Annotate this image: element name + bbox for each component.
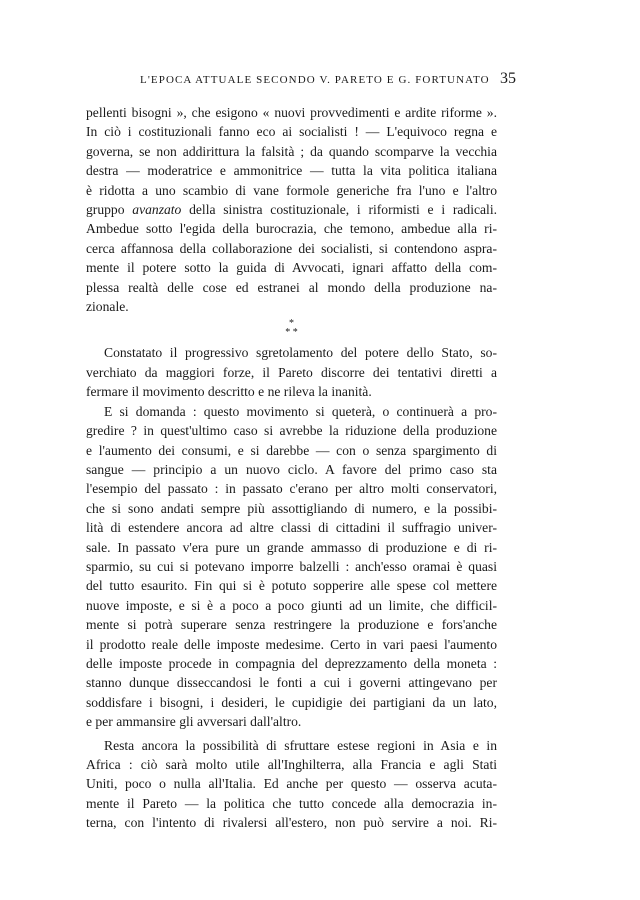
- text-line: che si sono andati sempre più assottigliando di numero, e la possibi-: [86, 500, 497, 516]
- text-line: In ciò i costituzionali fanno eco ai socialisti ! — L'equivoco regna e: [86, 124, 497, 140]
- text-line: soddisfare i bisogni, i desideri, le cupidigie dei partigiani da un lato,: [86, 694, 497, 710]
- paragraph: [86, 736, 497, 833]
- text-line: gruppo avanzato della sinistra costituzionale, i riformisti e i radicali.: [86, 202, 497, 218]
- section-separator: [86, 316, 497, 343]
- text-line: e per ammansire gli avversari dall'altro.: [86, 714, 302, 730]
- text-line: lità di estendere ancora ad altre classi di cittadini il suffragio univer-: [86, 520, 497, 536]
- text-line: delle imposte procede in compagnia del deprezzamento della moneta :: [86, 655, 497, 671]
- text-line: plessa realtà delle cose ed estranei al mondo della produzione na-: [86, 279, 497, 295]
- page-number: 35: [500, 70, 516, 87]
- text-line: verchiato da maggiori forze, il Pareto discorre dei tentativi diretti a: [86, 364, 497, 380]
- text-line: Constatato il progressivo sgretolamento del potere dello Stato, so-: [104, 345, 497, 361]
- text-line: gredire ? in quest'ultimo caso si avrebbe la riduzione della produzione: [86, 423, 497, 439]
- text-line: E si domanda : questo movimento si queterà, o continuerà a pro-: [104, 403, 497, 419]
- text-line: cerca affannosa della collaborazione dei socialisti, si contendono aspra-: [86, 240, 497, 256]
- running-title: L'EPOCA ATTUALE SECONDO V. PARETO E G. FORTUNATO: [140, 74, 490, 86]
- text-line: mente il potere sotto la guida di Avvocati, ignari affatto della com-: [86, 260, 497, 276]
- text-line: nuove imposte, e si è a poco a poco giunti ad un limite, che difficil-: [86, 597, 497, 613]
- text-line: sangue — principio a un nuovo ciclo. A favore del primo caso sta: [86, 461, 497, 477]
- text-line: Uniti, poco o nulla all'Italia. Ed anche per questo — osserva acuta-: [86, 776, 497, 792]
- asterisk-bottom: * *: [285, 327, 298, 339]
- text-line: e l'aumento dei consumi, e si darebbe — con o senza spargimento di: [86, 442, 497, 458]
- text-line: mente si potrà superare senza restringere la produzione e fors'anche: [86, 617, 497, 633]
- text-line: è ridotta a uno scambio di vane formole generiche fra l'uno e l'altro: [86, 182, 497, 198]
- text-line: mente il Pareto — la politica che tutto concede alla democrazia in-: [86, 795, 497, 811]
- text-line: destra — moderatrice e ammonitrice — tutta la vita politica italiana: [86, 163, 497, 179]
- paragraph: [86, 402, 497, 732]
- paragraph: [86, 103, 497, 316]
- text-line: il prodotto reale delle imposte medesime. Certo in vari paesi l'aumento: [86, 636, 497, 652]
- text-line: Ambedue sotto l'egida della burocrazia, che temono, ambedue alla ri-: [86, 221, 497, 237]
- text-line: zionale.: [86, 299, 129, 315]
- text-line: sparmio, su cui si potevano imporre balzelli : anch'esso oramai è quasi: [86, 558, 497, 574]
- text-line: del tutto esaurito. Fin qui si è potuto sopperire alle spese col mettere: [86, 578, 497, 594]
- page-body: [86, 103, 497, 833]
- text-line: Africa : ciò sarà molto utile all'Inghilterra, alla Francia e agli Stati: [86, 757, 497, 772]
- text-line: pellenti bisogni », che esigono « nuovi provvedimenti e ardite riforme ».: [86, 105, 497, 120]
- asterisk-top: *: [289, 318, 294, 330]
- paragraph: [86, 343, 497, 401]
- text-line: Resta ancora la possibilità di sfruttare estese regioni in Asia e in: [104, 737, 497, 753]
- text-line: sale. In passato v'era pure un grande ammasso di produzione e di ri-: [86, 539, 497, 555]
- running-header: [86, 70, 516, 92]
- text-line: stanno dunque disseccandosi le fonti a cui i governi attingevano per: [86, 675, 497, 691]
- text-line: governa, se non addirittura la falsità ; da quando scomparve la vecchia: [86, 143, 497, 159]
- emphasized-word: avanzato: [132, 202, 182, 218]
- text-line: l'esempio del passato : in passato c'erano per altro molti conservatori,: [86, 481, 497, 497]
- text-line: terna, con l'intento di rivalersi all'estero, non può servire a noi. Ri-: [86, 815, 497, 831]
- text-line: fermare il movimento descritto e ne rileva la inanità.: [86, 384, 372, 400]
